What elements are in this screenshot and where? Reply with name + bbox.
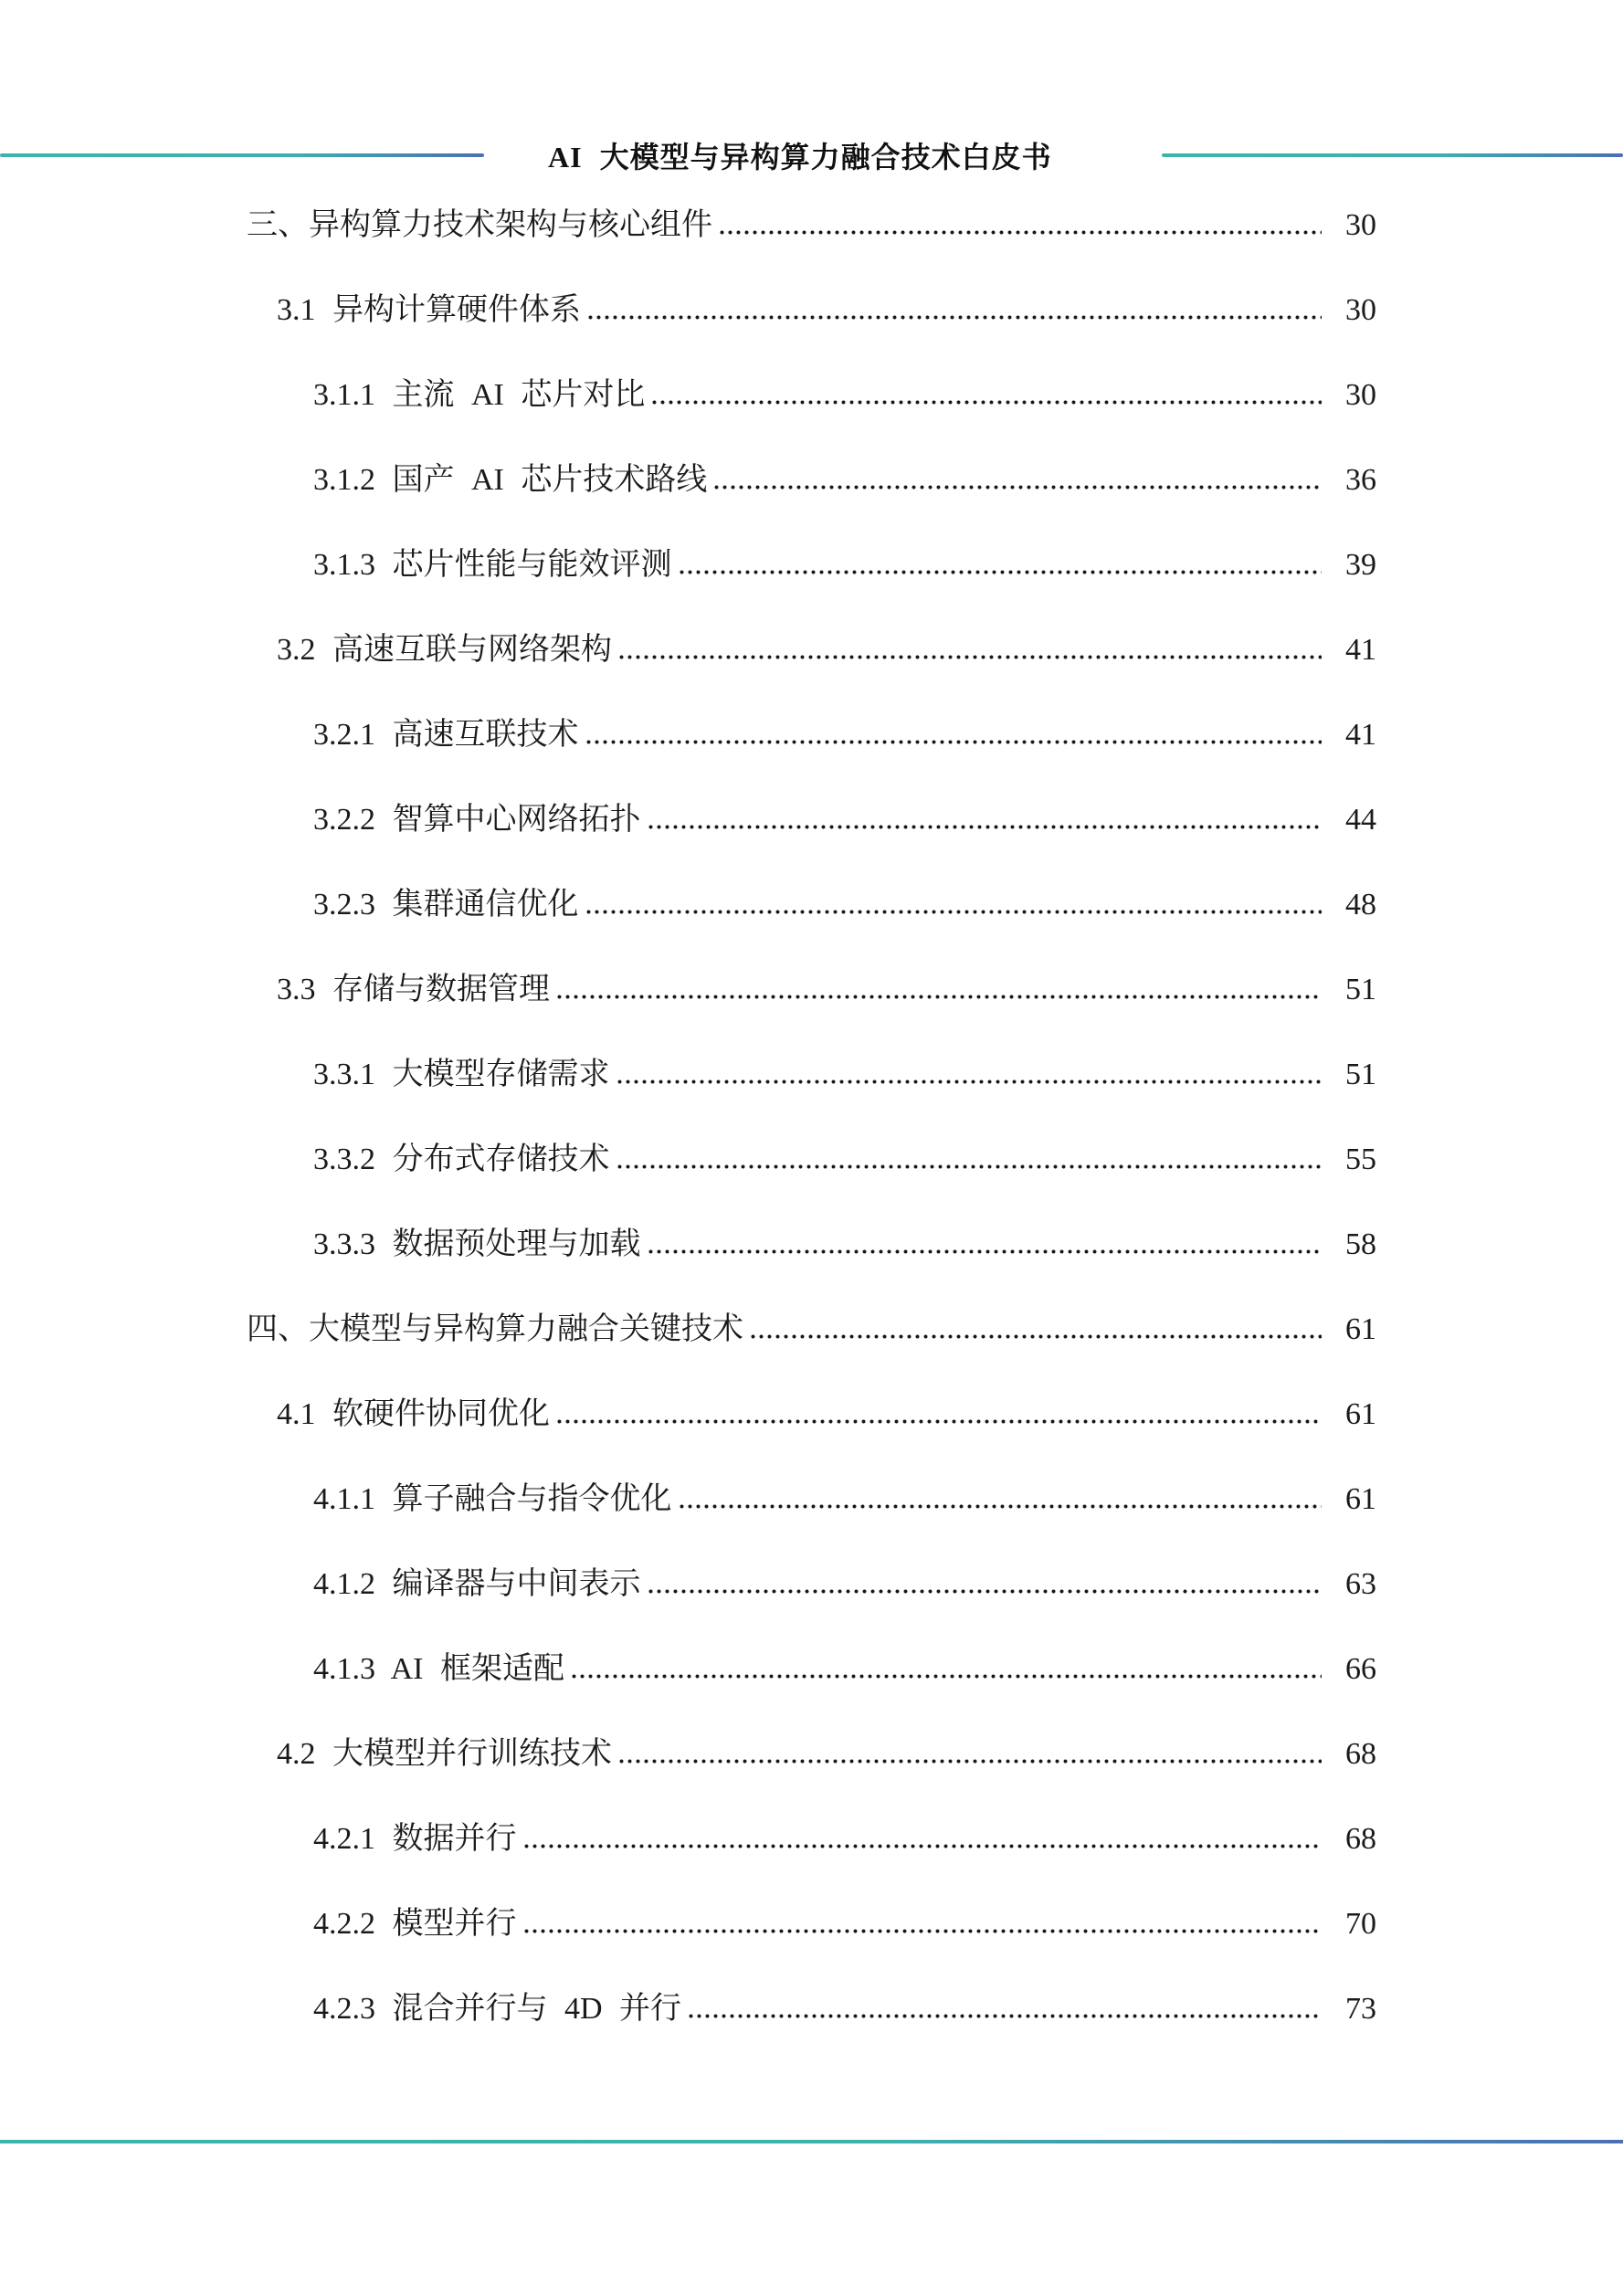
toc-page-number: 51 (1345, 973, 1376, 1006)
toc-entry-label: 3.1 异构计算硬件体系 (277, 293, 581, 327)
toc-entry-label: 3.1.1 主流 AI 芯片对比 (313, 378, 646, 412)
toc-leader-dots (678, 563, 1323, 574)
toc-entry-label: 3.2.1 高速互联技术 (313, 718, 579, 752)
toc-entry[interactable] (247, 1813, 1376, 1898)
toc-entry[interactable] (247, 794, 1376, 879)
toc-entry-label: 3.3.1 大模型存储需求 (313, 1058, 610, 1091)
toc-entry[interactable] (247, 1388, 1376, 1473)
toc-entry[interactable] (247, 284, 1376, 369)
toc-leader-dots (570, 1668, 1322, 1679)
toc-page-number: 63 (1345, 1567, 1376, 1601)
toc-entry[interactable] (247, 1473, 1376, 1558)
toc-page-number: 39 (1345, 548, 1376, 582)
toc-entry[interactable] (247, 1218, 1376, 1303)
toc-page-number: 68 (1345, 1822, 1376, 1856)
toc-page-number: 30 (1345, 208, 1376, 242)
toc-entry-label: 四、大模型与异构算力融合关键技术 (247, 1312, 743, 1346)
toc-page-number: 58 (1345, 1227, 1376, 1261)
toc (247, 199, 1376, 2068)
toc-entry[interactable] (247, 964, 1376, 1048)
toc-entry[interactable] (247, 1303, 1376, 1388)
footer-rule (0, 2140, 1623, 2143)
toc-entry[interactable] (247, 199, 1376, 284)
toc-page-number: 51 (1345, 1058, 1376, 1091)
toc-entry-label: 3.1.2 国产 AI 芯片技术路线 (313, 463, 708, 497)
toc-entry[interactable] (247, 369, 1376, 454)
toc-page-number: 41 (1345, 633, 1376, 667)
toc-page-number: 55 (1345, 1143, 1376, 1176)
toc-entry-label: 3.2.3 集群通信优化 (313, 888, 579, 922)
toc-leader-dots (585, 733, 1323, 744)
toc-leader-dots (555, 988, 1322, 999)
toc-entry[interactable] (247, 1898, 1376, 1983)
toc-leader-dots (617, 1753, 1322, 1764)
toc-entry[interactable] (247, 709, 1376, 794)
toc-entry[interactable] (247, 1048, 1376, 1133)
toc-entry[interactable] (247, 1133, 1376, 1218)
toc-entry-label: 4.1.1 算子融合与指令优化 (313, 1482, 672, 1516)
toc-leader-dots (749, 1328, 1322, 1339)
toc-leader-dots (555, 1413, 1322, 1424)
toc-page-number: 30 (1345, 293, 1376, 327)
toc-leader-dots (647, 1243, 1323, 1254)
toc-entry-label: 4.2.3 混合并行与 4D 并行 (313, 1992, 682, 2026)
toc-entry[interactable] (247, 624, 1376, 709)
toc-leader-dots (617, 648, 1322, 659)
toc-entry[interactable] (247, 1983, 1376, 2068)
header-rule-right (1162, 153, 1623, 157)
toc-leader-dots (678, 1498, 1323, 1509)
toc-entry-label: 4.2.2 模型并行 (313, 1907, 517, 1941)
toc-leader-dots (647, 1583, 1323, 1594)
toc-page-number: 70 (1345, 1907, 1376, 1941)
header-rule-left (0, 153, 484, 157)
toc-leader-dots (718, 224, 1322, 235)
toc-entry-label: 3.3 存储与数据管理 (277, 973, 550, 1006)
toc-leader-dots (687, 2007, 1322, 2018)
toc-page-number: 44 (1345, 803, 1376, 837)
toc-page-number: 61 (1345, 1397, 1376, 1431)
toc-page-number: 68 (1345, 1737, 1376, 1771)
toc-page-number: 30 (1345, 378, 1376, 412)
toc-page-number: 73 (1345, 1992, 1376, 2026)
toc-page-number: 36 (1345, 463, 1376, 497)
toc-page-number: 48 (1345, 888, 1376, 922)
page-title: AI 大模型与异构算力融合技术白皮书 (548, 141, 1052, 174)
toc-leader-dots (616, 1073, 1323, 1084)
toc-entry-label: 4.1.3 AI 框架适配 (313, 1652, 564, 1686)
toc-entry-label: 3.2 高速互联与网络架构 (277, 633, 612, 667)
toc-entry[interactable] (247, 539, 1376, 624)
toc-page-number: 61 (1345, 1312, 1376, 1346)
toc-entry-label: 4.2 大模型并行训练技术 (277, 1737, 612, 1771)
toc-entry-label: 3.3.3 数据预处理与加载 (313, 1227, 641, 1261)
toc-leader-dots (647, 818, 1323, 829)
toc-leader-dots (616, 1158, 1323, 1169)
toc-leader-dots (522, 1838, 1323, 1848)
toc-page-number: 41 (1345, 718, 1376, 752)
toc-page-number: 66 (1345, 1652, 1376, 1686)
toc-entry-label: 4.1 软硬件协同优化 (277, 1397, 550, 1431)
toc-entry[interactable] (247, 1558, 1376, 1643)
toc-leader-dots (650, 394, 1322, 405)
toc-leader-dots (522, 1922, 1323, 1933)
toc-leader-dots (712, 479, 1322, 490)
toc-leader-dots (585, 903, 1323, 914)
toc-entry-label: 4.2.1 数据并行 (313, 1822, 517, 1856)
toc-entry-label: 3.1.3 芯片性能与能效评测 (313, 548, 672, 582)
toc-entry-label: 3.2.2 智算中心网络拓扑 (313, 803, 641, 837)
toc-entry-label: 4.1.2 编译器与中间表示 (313, 1567, 641, 1601)
toc-entry-label: 3.3.2 分布式存储技术 (313, 1143, 610, 1176)
toc-entry[interactable] (247, 454, 1376, 539)
running-header (0, 126, 1623, 184)
toc-entry[interactable] (247, 879, 1376, 964)
toc-entry[interactable] (247, 1643, 1376, 1728)
toc-page-number: 61 (1345, 1482, 1376, 1516)
toc-entry[interactable] (247, 1728, 1376, 1813)
toc-entry-label: 三、异构算力技术架构与核心组件 (247, 208, 712, 242)
toc-leader-dots (586, 309, 1322, 320)
